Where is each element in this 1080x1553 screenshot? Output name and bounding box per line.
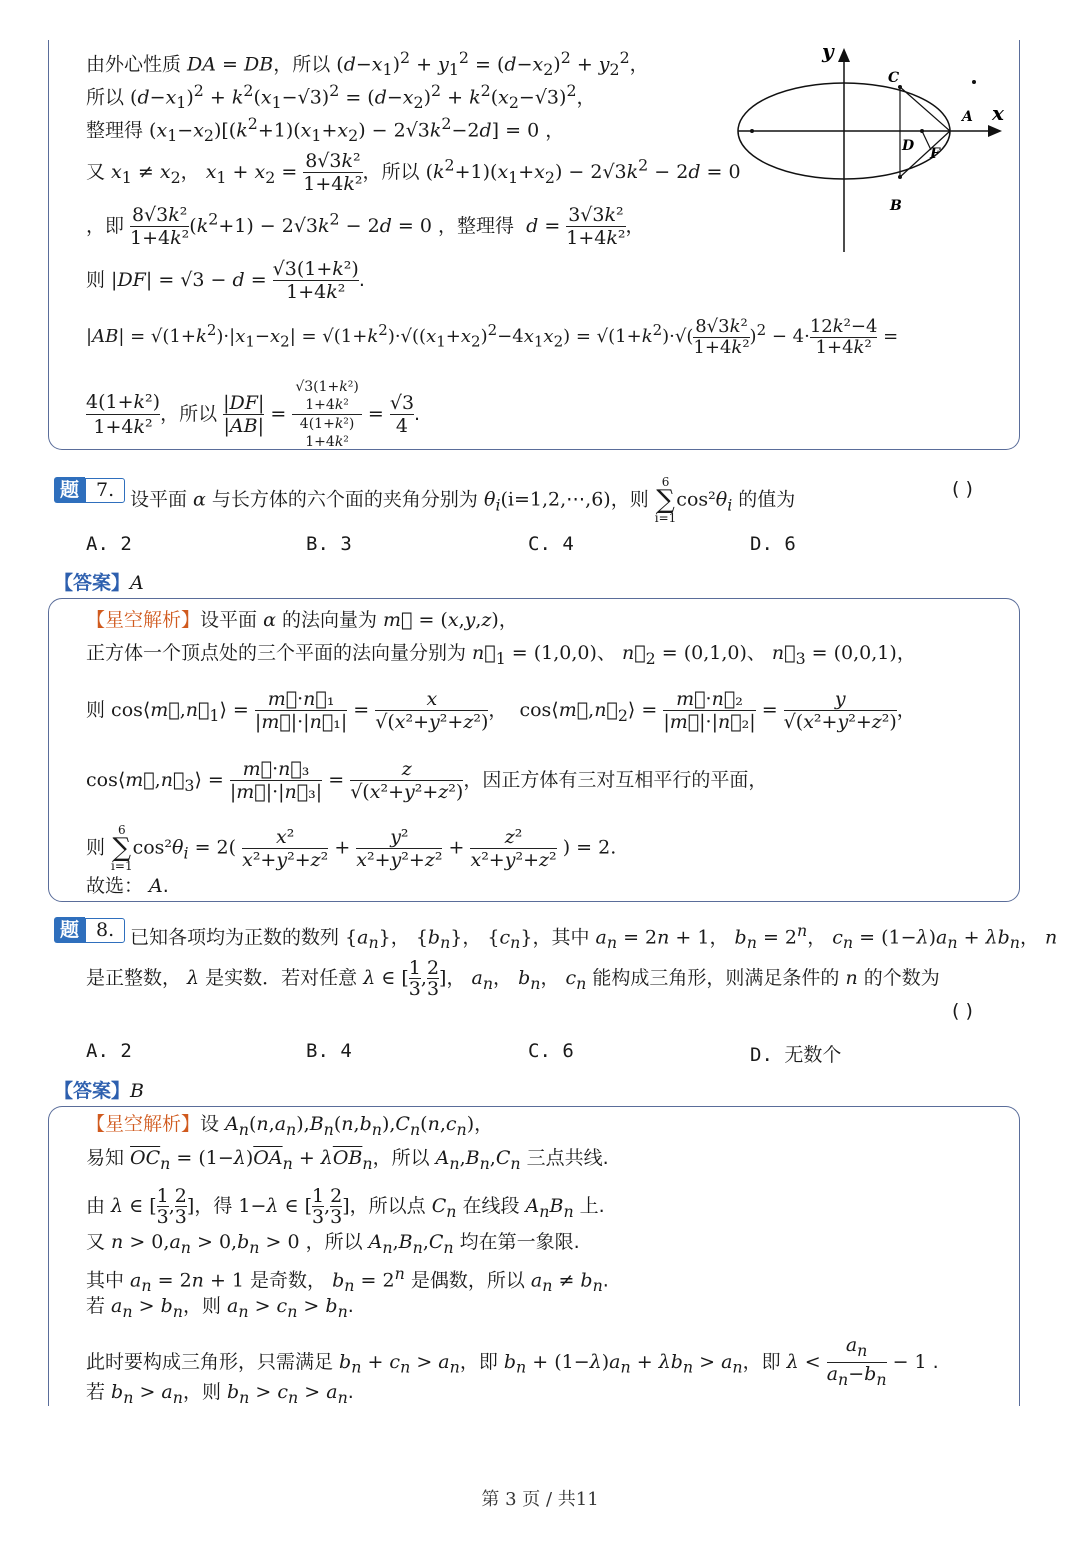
q8-stem-line-1: 已知各项均为正数的数列 $\{a_n\}$， $\{b_n\}$， $\{c_n\}$，其中 $a_n = 2n + 1$， $b_n = 2^n$， $c_n = (1-\lambda)a_n + \lambda b_n$， n	[130, 921, 1058, 953]
q7-analysis-line-6: 故选： A.	[86, 875, 169, 897]
q7-option-a[interactable]: A. 2	[86, 533, 132, 555]
q7-answer-paren: ( )	[952, 478, 973, 500]
q8-option-c[interactable]: C. 6	[528, 1040, 574, 1062]
solution-line-3: 整理得 $(x_1-x_2)[(k^2+1)(x_1+x_2) - 2√3k^2-2d] = 0$ ，	[86, 114, 565, 146]
q8-answer-label: 【答案】	[54, 1080, 131, 1102]
q8-answer-value: B	[130, 1080, 144, 1102]
x-axis-arrow	[988, 125, 1002, 137]
q7-analysis-line-1: 【星空解析】设平面 α 的法向量为 m⃗ = (x,y,z)，	[86, 609, 518, 631]
solution-line-4: 又 $x_1 \ne x_2$， $x_1 + x_2$ = $\frac{\text{8√3k²}}{\text{1+4k²}}$ ，所以 $(k^2+1)(x_1+x_2) - 2√3k^2 - 2d = 0$	[86, 150, 741, 195]
q8-option-a[interactable]: A. 2	[86, 1040, 132, 1062]
label-B: B	[890, 198, 902, 214]
label-D: D	[902, 138, 915, 154]
label-F: F	[930, 146, 940, 162]
q8-option-b[interactable]: B. 4	[306, 1040, 352, 1062]
solution-line-1: 由外心性质 DA = DB，所以 $(d-x_1)^2 + y_1^2 = (d-x_2)^2 + y_2^2$，	[86, 48, 649, 80]
q7-badge-label: 题	[54, 477, 85, 503]
label-A: A	[962, 109, 973, 125]
q8-option-d[interactable]: D. 无数个	[750, 1044, 842, 1066]
q7-option-c[interactable]: C. 4	[528, 533, 574, 555]
q7-analysis-line-5: 则 6 ∑ $i=1\cos^2\theta_i = 2$( $\frac{\text{x²}}{\text{x²+y²+z²}}$ + $\frac{\text{y²}}{\text{x²+y²+z²}}$ + $\frac{\text{z²}}{\text{x²+y²+z²}}$ ) = 2.	[86, 823, 617, 873]
q7-number: 7.	[85, 478, 125, 503]
point-left	[750, 129, 754, 133]
solution-line-2: 所以 $(d-x_1)^2 + k^2(x_1-√3)^2 = (d-x_2)^2 + k^2(x_2-√3)^2$，	[86, 81, 596, 113]
q7-badge	[54, 476, 125, 504]
q8-analysis-line-1: 【星空解析】设 $A_n(n,a_n),B_n(n,b_n),C_n(n,c_n)$，	[86, 1113, 494, 1139]
q7-analysis-line-2: 正方体一个顶点处的三个平面的法向量分别为 $n⃗_1 = (1,0,0)$、 $n⃗_2 = (0,1,0)$、 $n⃗_3 = (0,0,1)$，	[86, 642, 916, 668]
point-D	[920, 129, 924, 133]
q8-answer	[54, 1076, 144, 1103]
q7-analysis-tag: 【星空解析】	[86, 609, 201, 631]
q7-stem: 设平面 α 与长方体的六个面的夹角分别为 $\theta_i(i=1,2,\cdots,6)$，则 6 ∑ $i=1\cos^2\theta_i$ 的值为	[130, 475, 796, 525]
solution-line-5: ，即 $\frac{\text{8√3k²}}{\text{1+4k²}}$ $(k^2+1) - 2√3k^2 - 2d = 0$ ，整理得 d = $\frac{\text{3√3k²}}{\text{1+4k²}}$ ，	[86, 204, 645, 249]
q7-analysis-line-4: $\cos⟨m⃗,n⃗_3⟩$ = $\frac{\text{m⃗·n⃗₃}}{\text{|m⃗|·|n⃗₃|}}$ = $\frac{z}{\text{√(x²+y²+z²)}}$ ，因正方体有三对互相平行的平面，	[86, 758, 768, 803]
q8-answer-paren: ( )	[952, 1000, 973, 1022]
q8-analysis-line-2: 易知 $\overline{OC}_n = (1-\lambda)\overline{OA}_n + \lambda\overline{OB}_n$，所以 $A_n,B_n,C_n$ 三点共线.	[86, 1147, 609, 1173]
label-C: C	[888, 70, 900, 86]
chord-CA	[900, 87, 950, 131]
point-B	[898, 175, 902, 179]
ellipse-figure	[730, 38, 1010, 258]
label-x: x	[992, 101, 1004, 125]
solution-line-7: $|AB| = √(1+k^2)\cdot|x_1-x_2| = √(1+k^2)\cdot√((x_1+x_2)^2-4x_1x_2) = √(1+k^2)\cdot√$( $\frac{\text{8√3k²}}{\text{1+4k²}}$ )$^2$ − 4· $\frac{\text{12k²−4}}{\text{1+4k²}}$ =	[86, 315, 899, 358]
q8-analysis-line-3: 由 λ ∈ [ $\frac{1}{3}$ , $\frac{2}{3}$ ]，得 1−λ ∈ [ $\frac{1}{3}$ , $\frac{2}{3}$ ]，所以点 $C_n$ 在线段 $A_nB_n$ 上.	[86, 1185, 605, 1228]
q8-stem-line-2: 是正整数， λ 是实数．若对任意 λ ∈ [ $\frac{1}{3}$ , $\frac{2}{3}$ ]， $a_n$， $b_n$， $c_n$ 能构成三角形，则满足条件的 n 的个数为	[86, 957, 940, 1000]
q8-analysis-line-4: 又 $n > 0,a_n > 0,b_n > 0$ ，所以 $A_n,B_n,C_n$ 均在第一象限.	[86, 1231, 580, 1257]
y-axis-arrow	[838, 48, 850, 62]
q8-analysis-line-8: 若 $b_n > a_n$，则 $b_n > c_n > a_n$.	[86, 1381, 354, 1407]
q8-analysis-line-6: 若 $a_n > b_n$，则 $a_n > c_n > b_n$.	[86, 1295, 354, 1321]
page-footer: 第 3 页 / 共11	[481, 1489, 599, 1510]
q7-analysis-line-3: 则 $\cos⟨m⃗,n⃗_1⟩$ = $\frac{\text{m⃗·n⃗₁}}{\text{|m⃗|·|n⃗₁|}}$ = $\frac{x}{\text{√(x²+y²+z²)}}$ ， $\cos⟨m⃗,n⃗_2⟩$ = $\frac{\text{m⃗·n⃗₂}}{\text{|m⃗|·|n⃗₂|}}$ = $\frac{y}{\text{√(x²+y²+z²)}}$ ，	[86, 688, 916, 733]
q7-answer	[54, 568, 144, 595]
solution-line-8: $\frac{\text{4(1+k²)}}{\text{1+4k²}}$ ，所以 $\frac{|DF|}{|AB|}$ = √3(1+k²) 1+4k² 4(1+k²) 1+4k² = $\frac{√3}{4}$ .	[86, 379, 421, 450]
solution-line-6: 则 |DF| = √3 − d = $\frac{\text{√3(1+k²)}}{\text{1+4k²}}$ .	[86, 258, 365, 303]
q7-option-b[interactable]: B. 3	[306, 533, 352, 555]
q8-badge-label: 题	[54, 917, 85, 943]
point-outside	[972, 80, 976, 84]
q8-number: 8.	[85, 918, 125, 943]
q8-analysis-line-7: 此时要构成三角形，只需满足 $b_n + c_n > a_n$，即 $b_n + (1-\lambda)a_n + \lambda b_n > a_n$，即 λ < $\frac{a_n}{a_n-b_n}$ − 1 .	[86, 1334, 939, 1389]
q7-answer-label: 【答案】	[54, 572, 131, 594]
label-y: y	[822, 39, 834, 63]
q7-answer-value: A	[130, 572, 144, 594]
q8-analysis-line-5: 其中 $a_n = 2n + 1$ 是奇数， $b_n = 2^n$ 是偶数，所以 $a_n \ne b_n$.	[86, 1264, 609, 1296]
q8-analysis-tag: 【星空解析】	[86, 1113, 201, 1135]
q8-badge	[54, 916, 125, 944]
q7-option-d[interactable]: D. 6	[750, 533, 796, 555]
